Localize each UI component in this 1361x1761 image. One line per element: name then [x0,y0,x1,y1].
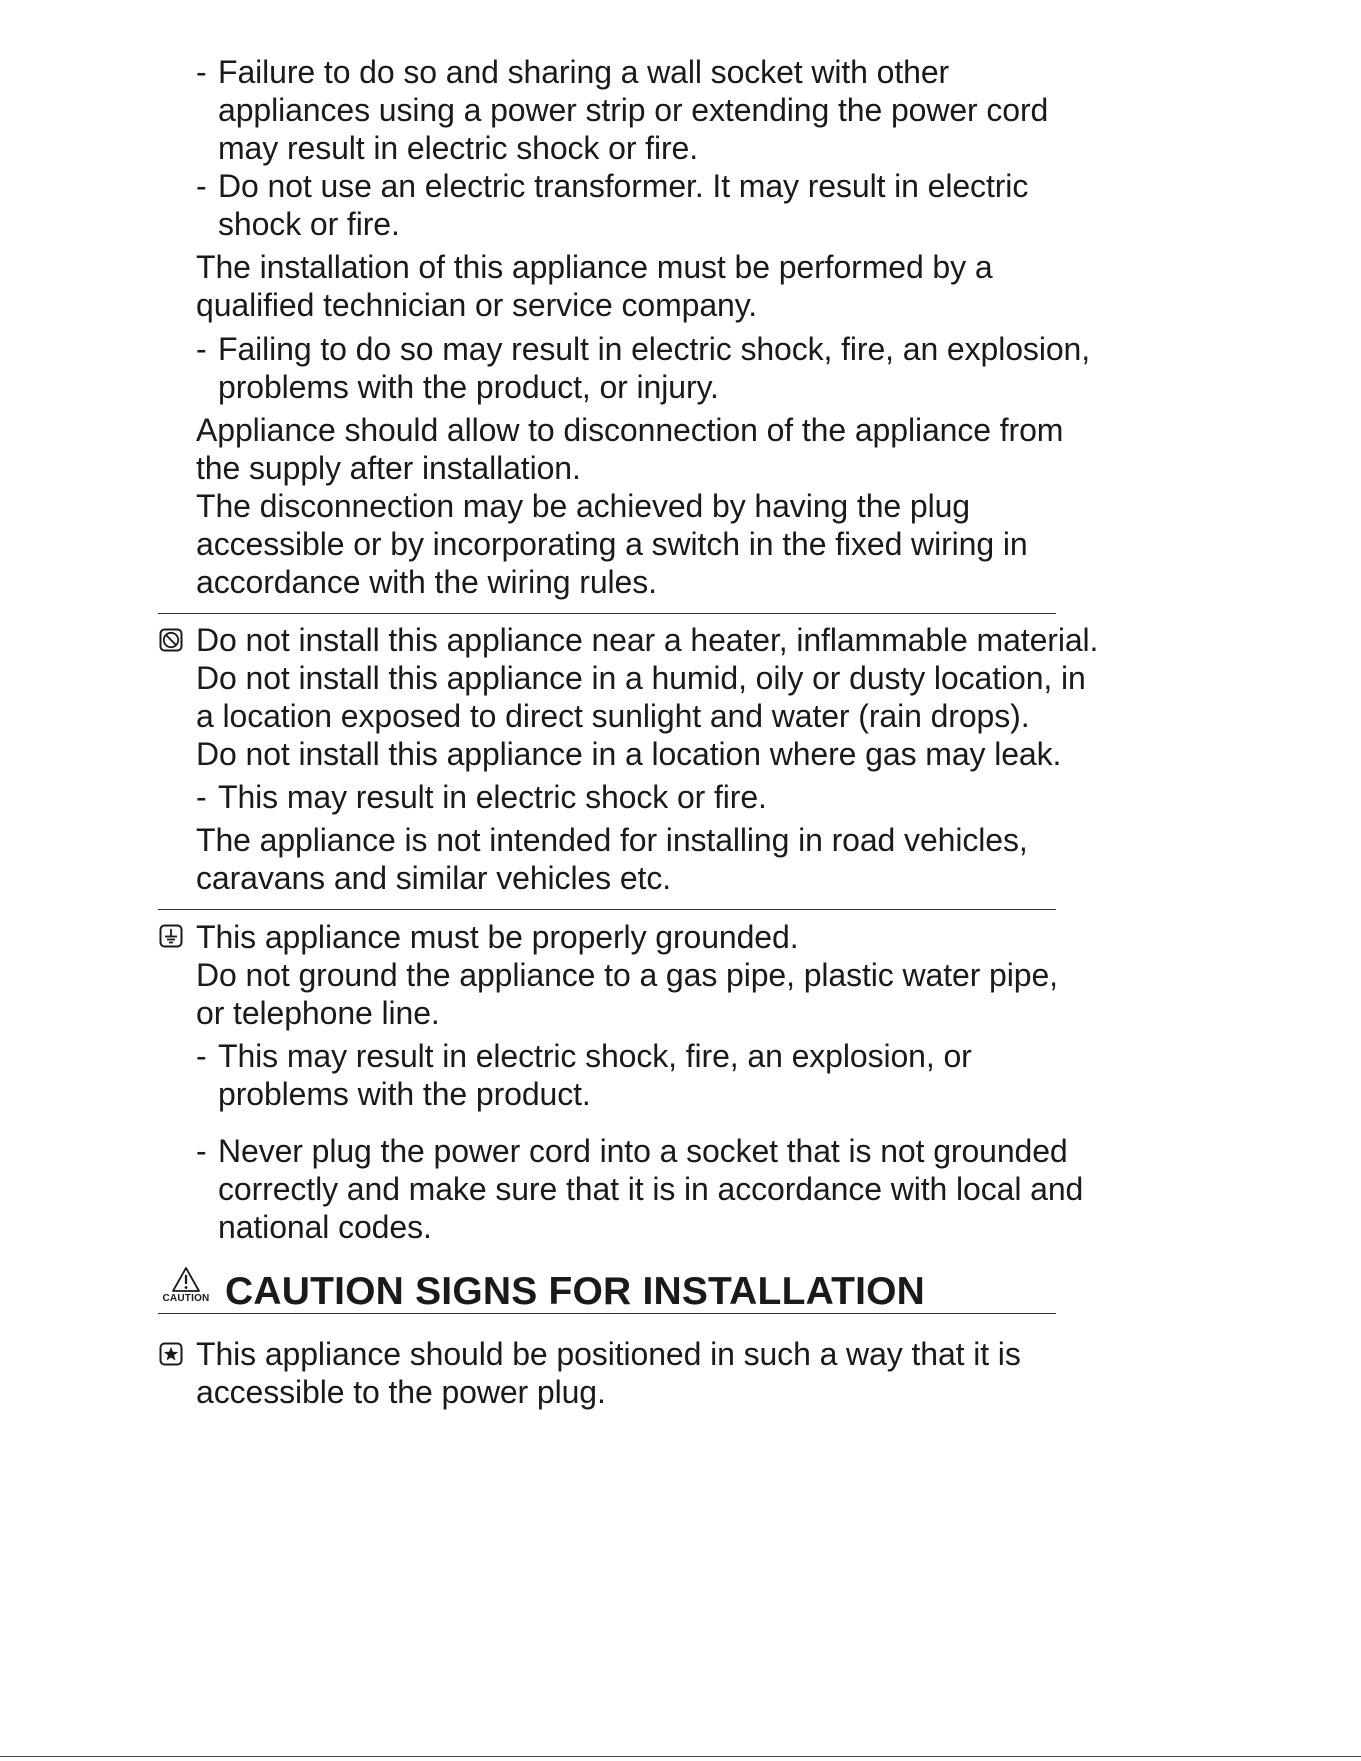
caution-sign-label: CAUTION [162,1293,210,1304]
text-line [196,329,1090,369]
text-line [196,1036,972,1076]
text-line: correctly and make sure that it is in accordance with local and [218,1171,1084,1207]
section-divider [158,613,1056,614]
text: Do not use an electric transformer. It may result in electric [218,168,1029,204]
text-line: problems with the product. [218,1076,591,1112]
text-line: or telephone line. [196,995,440,1031]
page-bottom-border [0,1756,1361,1757]
section-divider [158,1313,1056,1314]
prohibition-icon [159,628,183,652]
text: Failure to do so and sharing a wall socket with other [218,54,950,90]
text-line: Do not install this appliance near a heater, inflammable material. [196,622,1099,658]
text-line: national codes. [218,1209,432,1245]
text-line [196,777,767,817]
text: Failing to do so may result in electric shock, fire, an explosion, [218,331,1091,367]
text-line: accessible or by incorporating a switch in the fixed wiring in [196,526,1028,562]
text-line: The appliance is not intended for installing in road vehicles, [196,822,1028,858]
text-line [196,52,949,92]
text: This may result in electric shock, fire, an explosion, or [218,1038,972,1074]
text: Never plug the power cord into a socket that is not grounded [218,1133,1068,1169]
text: This may result in electric shock or fire. [218,779,767,815]
text-line: the supply after installation. [196,450,581,486]
text-line: caravans and similar vehicles etc. [196,860,672,896]
section-heading: CAUTION SIGNS FOR INSTALLATION [225,1270,926,1313]
text-line [196,1131,1068,1171]
text-line: This appliance must be properly grounded. [196,919,799,955]
text-line: The disconnection may be achieved by having the plug [196,488,970,524]
text-line: Appliance should allow to disconnection of the appliance from [196,412,1064,448]
text-line: shock or fire. [218,206,400,242]
star-icon [159,1342,183,1366]
text-line: Do not install this appliance in a humid, oily or dusty location, in [196,660,1086,696]
text-line: The installation of this appliance must be performed by a [196,249,993,285]
text-line: accessible to the power plug. [196,1374,606,1410]
text-line [196,166,1028,206]
text-line: may result in electric shock or fire. [218,130,699,166]
text-line: This appliance should be positioned in such a way that it is [196,1336,1021,1372]
text-line: appliances using a power strip or extending the power cord [218,92,1049,128]
text-line: Do not ground the appliance to a gas pipe, plastic water pipe, [196,957,1058,993]
ground-icon [159,924,183,948]
section-divider [158,909,1056,910]
text-line: qualified technician or service company. [196,287,758,323]
text-line: Do not install this appliance in a location where gas may leak. [196,736,1062,772]
text-line: problems with the product, or injury. [218,369,719,405]
text-line: a location exposed to direct sunlight and water (rain drops). [196,698,1030,734]
text-line: accordance with the wiring rules. [196,564,657,600]
